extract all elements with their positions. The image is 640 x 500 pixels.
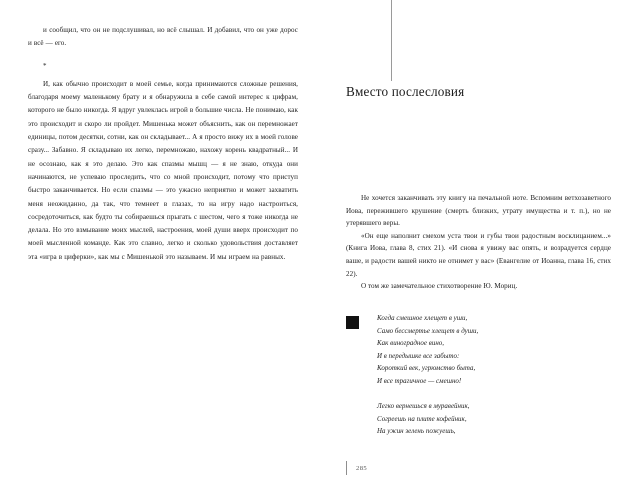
left-paragraph: и сообщил, что он не подслушивал, но всё слышал. И добавил, что он уже дорос и всё — его. [28,26,298,48]
poem-line: Когда смешное хлещет в уши, [377,315,468,322]
poem-line: И в передышке все забыто: [377,352,460,360]
poem-line: На ужин зелень пожуешь, [377,428,456,436]
right-paragraph: Не хочется заканчивать эту книгу на печальной ноте. Вспомним ветхозаветного Иова, пережившего крушение (смерть близких, утрату имущества и т. п.), но не утерявшего веры. [346,194,611,228]
poem-line: Короткий век, угрюмство быта, [377,365,476,373]
section-separator: * [43,61,47,70]
folio [346,461,367,475]
stanza-gap [377,389,611,402]
poem-line: Само бессмертье хлещет в души, [377,327,479,335]
right-paragraph: «Он еще наполнит смехом уста твои и губы твои радостным восклицанием...» (Книга Иова, глава 8, стих 21). «И снова я увижу вас опять, и возрадуется сердце ваше, и радости вашей никто не отнимет у вас» (Евангелие от Иоанна, глава 16, стих 22). [346,231,611,278]
right-paragraph: О том же замечательное стихотворение Ю. Мориц. [361,282,518,291]
right-body [346,192,611,293]
right-page [320,0,640,500]
chapter-title: Вместо послесловия [346,84,465,99]
poem-line: И все трагичное — смешно! [377,377,462,385]
left-paragraph: И, как обычно происходит в моей семье, когда принимаются сложные решения, благодаря моему маленькому брату и я обнаружила в себе самой интерес к цифрам, которого не было никогда. Я вдруг увлеклась игрой в большие числа. Не понимаю, как это происходит и скоро ли пройдет. Мишенька может объяснить, как он перемножает единицы, потом десятки, сотни, как он складывает... А я просто вижу их в моей голове сразу... Забавно. Я складываю их легко, перемножаю, нахожу корень квадратный... И не осознаю, как я это делаю. Это как спазмы мышц — я не знаю, откуда они начинаются, не успеваю проследить, что со мной происходит, потому что приступ быстро заканчивается. Но если спазмы — это ужасно неприятно и может захватить меня неожиданно, да так, что темнеет в глазах, то на игру надо настроиться, сосредоточиться, как будто ты собираешься прыгать с шестом, чего я тоже никогда не делала. Но это взмывание моих мыслей, настроения, моей души вверх происходит по моей мысленной команде. Как это славно, легко и сколько удовольствия доставляет эта «игра в циферки», как мы с Мишенькой это называем. И мы играем на равных. [28,79,298,261]
poem-line: Легко вернешься в муравейник, [377,403,470,411]
chapter-rule [391,0,392,81]
folio-rule [346,461,347,475]
poem-line: Как виноградное вино, [377,340,445,348]
poem-line: Согреешь на плите кофейник, [377,415,467,423]
poem [346,313,611,439]
page-number: 285 [356,464,368,472]
black-square-icon [346,316,359,329]
poem-lines [377,313,611,439]
